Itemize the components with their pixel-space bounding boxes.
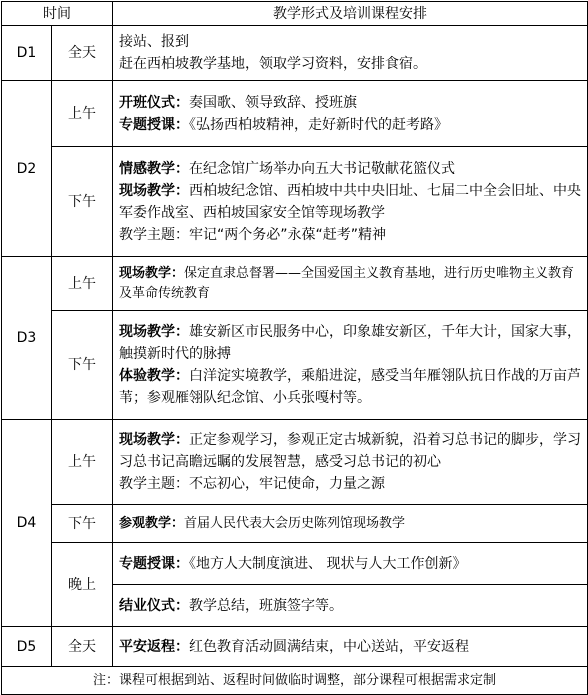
content-value: 红色教育活动圆满结束，中心送站，平安返程 — [189, 638, 469, 655]
content-key: 现场教学： — [119, 324, 189, 340]
content-subcell — [113, 543, 587, 585]
schedule-table — [1, 1, 588, 695]
content-value: 首届人民代表大会历史陈列馆现场教学 — [184, 515, 406, 531]
content-line — [119, 553, 466, 575]
content-value: 雄安新区市民服务中心，印象雄安新区，千年大计，国家大事，触摸新时代的脉搏 — [119, 324, 581, 362]
content-line — [119, 180, 581, 224]
content-key: 体验教学： — [119, 368, 189, 384]
content-value: 在纪念馆广场举办向五大书记敬献花篮仪式 — [189, 160, 455, 177]
content-line — [119, 264, 581, 304]
schedule-content — [113, 257, 588, 311]
period-label: 下午 — [52, 311, 113, 420]
period-label: 全天 — [52, 26, 113, 81]
content-value: 保定直隶总督署——全国爱国主义教育基地，进行历史唯物主义教育及革命传统教育 — [119, 265, 575, 301]
content-line — [119, 92, 581, 114]
day-label-d2: D2 — [2, 81, 52, 257]
content-value: 教学总结，班旗签字等。 — [189, 597, 343, 614]
header-time: 时间 — [2, 2, 113, 26]
table-row — [2, 627, 588, 667]
content-line — [119, 514, 581, 534]
content-key: 结业仪式： — [119, 597, 189, 614]
table-row — [2, 420, 588, 505]
content-value: 《地方人大制度演进、 现状与人大工作创新》 — [189, 555, 467, 572]
period-label: 全天 — [52, 627, 113, 667]
table-row — [2, 311, 588, 420]
table-row — [2, 257, 588, 311]
table-row — [2, 26, 588, 81]
content-value: 《弘扬西柏坡精神，走好新时代的赶考路》 — [189, 116, 448, 133]
content-line — [119, 114, 581, 136]
content-key: 现场教学： — [119, 182, 189, 199]
schedule-content — [113, 627, 588, 667]
content-line — [119, 158, 581, 180]
header-row — [2, 2, 588, 26]
table-row — [2, 81, 588, 147]
footnote: 注：课程可根据到站、返程时间做临时调整，部分课程可根据需求定制 — [2, 667, 588, 695]
content-key: 开班仪式： — [119, 94, 189, 111]
content-key: 参观教学： — [119, 515, 185, 531]
content-line: 接站、报到 — [119, 34, 189, 50]
header-plan: 教学形式及培训课程安排 — [113, 2, 588, 26]
day-label-d5: D5 — [2, 627, 52, 667]
content-value: 白洋淀实境教学，乘船进淀，感受当年雁翎队抗日作战的万亩芦苇；参观雁翎队纪念馆、小兵张嘎村等。 — [119, 368, 581, 406]
schedule-content — [113, 543, 588, 627]
content-line — [119, 429, 581, 473]
content-line: 教学主题：牢记“两个务必”永葆“赶考”精神 — [119, 226, 387, 243]
day-label-d1: D1 — [2, 26, 52, 81]
schedule-content — [113, 505, 588, 543]
content-line: 赶在西柏坡教学基地，领取学习资料，安排食宿。 — [119, 56, 427, 72]
content-subcell — [113, 585, 587, 626]
content-value: 奏国歌、领导致辞、授班旗 — [189, 94, 357, 111]
content-value: 正定参观学习，参观正定古城新貌，沿着习总书记的脚步，学习习总书记高瞻远瞩的发展智慧，感受习总书记的初心 — [119, 432, 581, 470]
period-label: 上午 — [52, 81, 113, 147]
schedule-content — [113, 26, 588, 81]
schedule-content — [113, 81, 588, 147]
content-key: 专题授课： — [119, 116, 189, 133]
schedule-content — [113, 311, 588, 420]
content-key: 现场教学： — [119, 432, 189, 448]
table-row — [2, 505, 588, 543]
content-line — [119, 365, 581, 409]
content-key: 专题授课： — [119, 555, 189, 572]
content-line — [119, 636, 581, 658]
table-row — [2, 147, 588, 257]
content-key: 平安返程： — [119, 638, 189, 655]
day-label-d3: D3 — [2, 257, 52, 420]
schedule-content — [113, 420, 588, 505]
day-label-d4: D4 — [2, 420, 52, 627]
period-label: 下午 — [52, 505, 113, 543]
period-label: 晚上 — [52, 543, 113, 627]
note-row — [2, 667, 588, 695]
content-line: 教学主题：不忘初心，牢记使命，力量之源 — [119, 476, 385, 492]
content-key: 现场教学： — [119, 265, 185, 281]
period-label: 下午 — [52, 147, 113, 257]
content-line — [119, 595, 343, 617]
content-key: 情感教学： — [119, 160, 189, 177]
table-row — [2, 543, 588, 627]
content-value: 西柏坡纪念馆、西柏坡中共中央旧址、七届二中全会旧址、中央军委作战室、西柏坡国家安全馆等现场教学 — [119, 182, 581, 221]
content-line — [119, 321, 581, 365]
schedule-content — [113, 147, 588, 257]
period-label: 上午 — [52, 420, 113, 505]
period-label: 上午 — [52, 257, 113, 311]
